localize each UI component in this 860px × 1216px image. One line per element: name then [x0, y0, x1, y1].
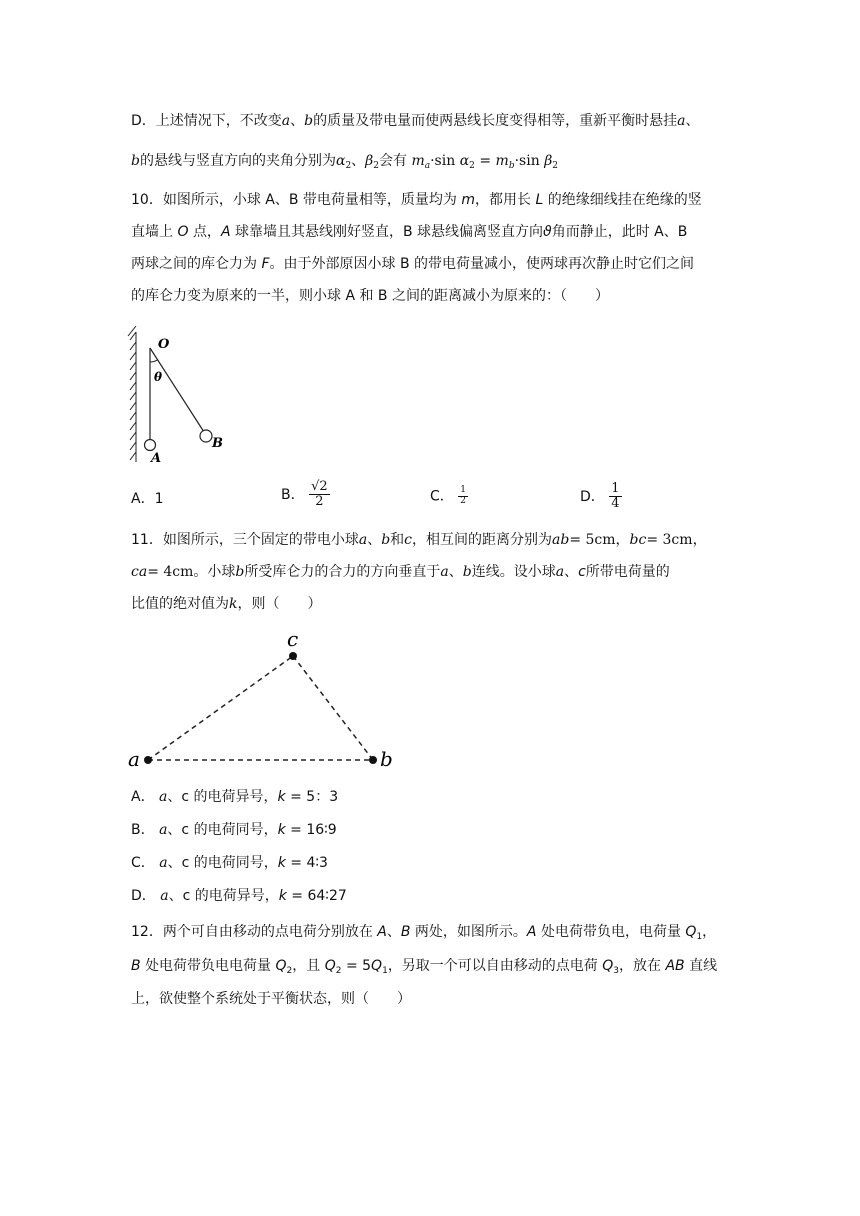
- label-a: a: [128, 747, 140, 771]
- option-d-line-2: b的悬线与竖直方向的夹角分别为$\alpha_2$、$\beta_2$会有 $m_a\cdot\sin$ $\alpha_2 = m_b\cdot\sin$ $\beta_2$: [131, 153, 559, 171]
- q10-line-2: 直墙上 O 点，A 球靠墙且其悬线刚好竖直，B 球悬线偏离竖直方向ϑ角而静止，此时 A、B: [131, 224, 688, 240]
- q11-option-c[interactable]: C． a、c 的电荷同号，k = 4∶3: [131, 855, 328, 871]
- ball-a: [145, 440, 156, 451]
- q11-option-b[interactable]: B． a、c 的电荷同号，k = 16∶9: [131, 822, 337, 838]
- label-c: c: [287, 627, 299, 651]
- q10-option-b[interactable]: B． $\frac{√2}{2}$: [281, 479, 328, 510]
- wall-hatching: [128, 326, 136, 462]
- q11-line-3: 比值的绝对值为k，则（ ）: [131, 596, 322, 612]
- q10-option-d[interactable]: D． $\frac{1}{4}$: [580, 481, 620, 512]
- q11-option-a[interactable]: A． a、c 的电荷异号，k = 5：3: [131, 789, 339, 805]
- point-c: [289, 652, 297, 660]
- q10-option-c[interactable]: C． $\frac{1}{2}$: [430, 485, 466, 506]
- fraction-1-over-4: $\frac{1}{4}$: [611, 481, 620, 512]
- q10-line-3: 两球之间的库仑力为 F。由于外部原因小球 B 的带电荷量减小，使两球再次静止时它们之间: [131, 256, 695, 272]
- fraction-sqrt2-over-2: $\frac{√2}{2}$: [311, 479, 328, 510]
- fraction-1-over-2: $\frac{1}{2}$: [460, 485, 466, 506]
- point-a: [144, 756, 152, 764]
- label-a: A: [151, 451, 162, 466]
- q10-line-1: 10．如图所示，小球 A、B 带电荷量相等，质量均为 m，都用长 L 的绝缘细线挂在绝缘的竖: [131, 192, 702, 208]
- q11-line-1: 11．如图所示，三个固定的带电小球a、b和c，相互间的距离分别为ab= 5cm，bc= 3cm，: [131, 532, 707, 548]
- label-b: b: [380, 747, 393, 771]
- q11-triangle-figure: [120, 626, 410, 776]
- theta-arc: [150, 360, 158, 362]
- q10-pendulum-figure: [120, 326, 230, 466]
- label-o: O: [158, 337, 170, 352]
- segment-cb: [293, 656, 373, 760]
- point-b: [369, 756, 377, 764]
- string-b: [150, 348, 204, 432]
- q10-line-4: 的库仑力变为原来的一半，则小球 A 和 B 之间的距离减小为原来的：（ ）: [131, 288, 609, 304]
- label-b: B: [212, 436, 223, 451]
- segment-ac: [148, 656, 293, 760]
- q10-option-a[interactable]: A．1: [131, 491, 164, 507]
- label-theta: θ: [154, 370, 163, 384]
- ball-b: [200, 430, 212, 442]
- q12-line-2: B 处电荷带负电电荷量 $Q_2$，且 $Q_2 = 5Q_1$，另取一个可以自由移动的点电荷 $Q_3$，放在 AB 直线: [131, 958, 718, 976]
- q12-line-1: 12．两个可自由移动的点电荷分别放在 A、B 两处，如图所示。A 处电荷带负电，电荷量 $Q_1$，: [131, 924, 717, 942]
- q11-line-2: ca= 4cm。小球b所受库仑力的合力的方向垂直于a、b连线。设小球a、c所带电荷量的: [131, 564, 670, 580]
- q11-option-d[interactable]: D． a、c 的电荷异号，k = 64∶27: [131, 888, 347, 904]
- q12-line-3: 上，欲使整个系统处于平衡状态，则（ ）: [131, 991, 411, 1007]
- option-d-line-1: D．上述情况下，不改变a、b的质量及带电量而使两悬线长度变得相等，重新平衡时悬挂a、: [131, 113, 700, 129]
